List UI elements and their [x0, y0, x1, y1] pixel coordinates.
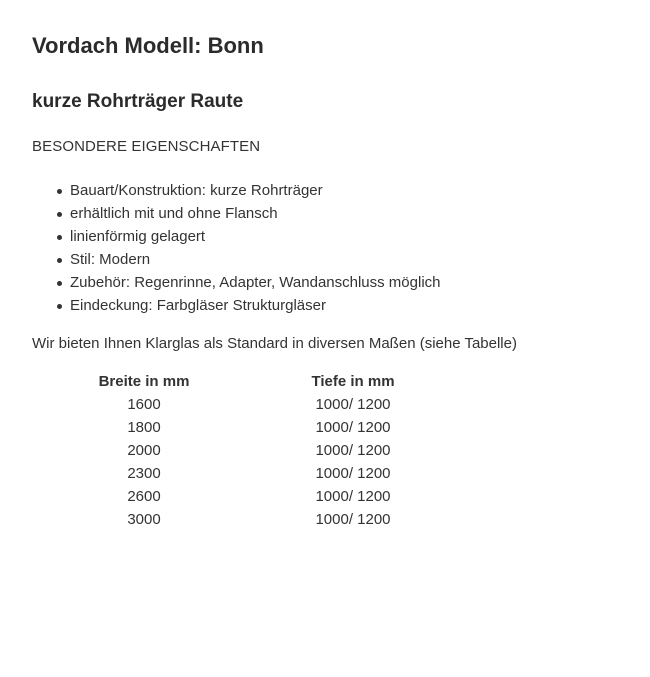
- features-heading: BESONDERE EIGENSCHAFTEN: [32, 138, 261, 155]
- table-row: [52, 439, 470, 462]
- cell-depth: 1000/ 1200: [315, 465, 391, 482]
- table-row: [52, 416, 470, 439]
- table-row: [52, 393, 470, 416]
- features-list: [32, 179, 650, 317]
- list-item: Eindeckung: Farbgläser Strukturgläser: [70, 294, 650, 317]
- sizes-table: [52, 370, 470, 531]
- column-header-depth: Tiefe in mm: [311, 373, 395, 390]
- cell-width: 2000: [127, 442, 161, 459]
- list-item: Bauart/Konstruktion: kurze Rohrträger: [70, 179, 650, 202]
- cell-width: 1800: [127, 419, 161, 436]
- column-header-width: Breite in mm: [98, 373, 190, 390]
- list-item: erhältlich mit und ohne Flansch: [70, 202, 650, 225]
- cell-depth: 1000/ 1200: [315, 488, 391, 505]
- list-item: linienförmig gelagert: [70, 225, 650, 248]
- cell-depth: 1000/ 1200: [315, 419, 391, 436]
- cell-depth: 1000/ 1200: [315, 396, 391, 413]
- cell-depth: 1000/ 1200: [315, 442, 391, 459]
- table-row: [52, 462, 470, 485]
- page-title: Vordach Modell: Bonn: [32, 33, 264, 58]
- table-header-row: [52, 370, 470, 393]
- page-subtitle: kurze Rohrträger Raute: [32, 91, 244, 112]
- cell-width: 2600: [127, 488, 161, 505]
- table-row: [52, 485, 470, 508]
- list-item: Zubehör: Regenrinne, Adapter, Wandanschluss möglich: [70, 271, 650, 294]
- cell-width: 3000: [127, 511, 161, 528]
- table-row: [52, 508, 470, 531]
- intro-text: Wir bieten Ihnen Klarglas als Standard in diversen Maßen (siehe Tabelle): [32, 335, 517, 352]
- cell-width: 2300: [127, 465, 161, 482]
- cell-width: 1600: [127, 396, 161, 413]
- list-item: Stil: Modern: [70, 248, 650, 271]
- cell-depth: 1000/ 1200: [315, 511, 391, 528]
